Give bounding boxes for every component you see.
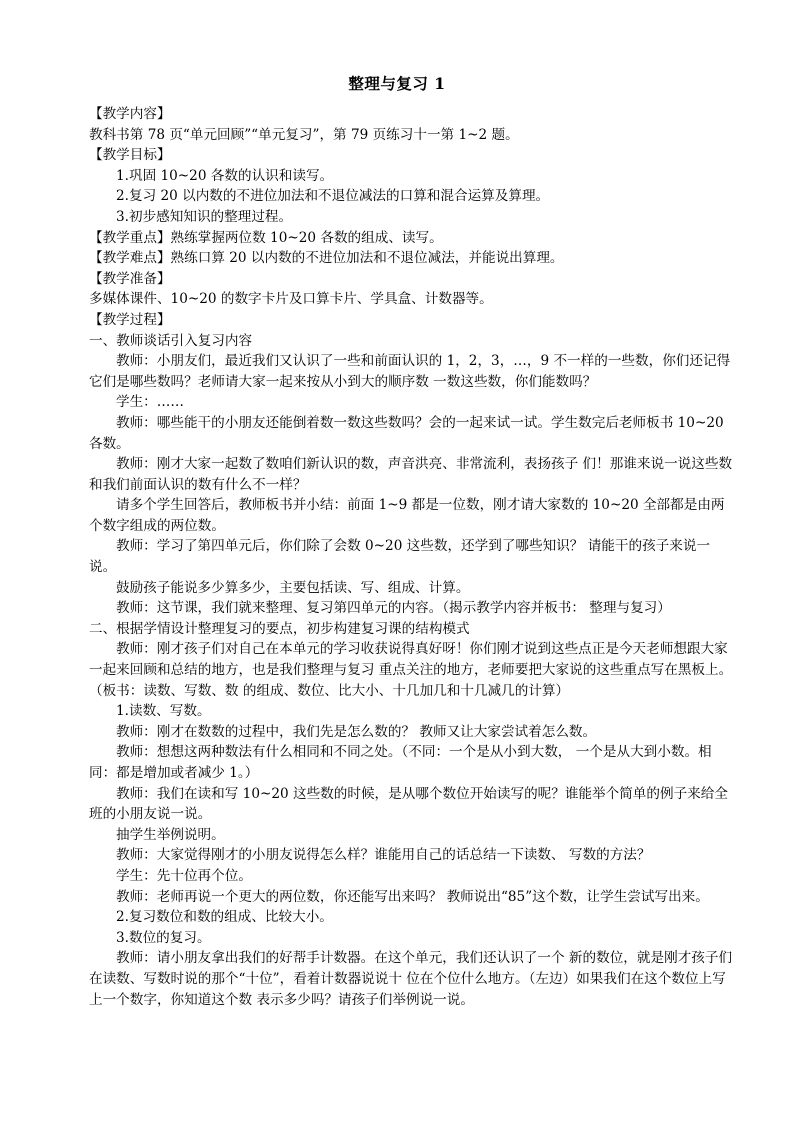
paragraph: 教师：老师再说一个更大的两位数，你还能写出来吗？ 教师说出“85”这个数，让学生尝试写出来。	[116, 888, 709, 905]
paragraph: 教师：请小朋友拿出我们的好帮手计数器。在这个单元，我们还认识了一个 新的数位，就是刚才孩子们在读数、写数时说的那个“十位”，看着计数器说说十 位在个位什么地方。（左边）如果我们在这个数位上写上一个数字，你知道这个数 表示多少吗？请孩子们举例说一说。	[89, 950, 733, 1008]
paragraph: 3.初步感知知识的整理过程。	[116, 208, 293, 225]
paragraph: 教师：学习了第四单元后，你们除了会数 0~20 这些数，还学到了哪些知识？ 请能干的孩子来说一说。	[89, 538, 711, 576]
paragraph: 教科书第 78 页“单元回顾”“单元复习”，第 79 页练习十一第 1~2 题。	[89, 126, 519, 143]
paragraph: 教师：刚才在数数的过程中，我们先是怎么数的？ 教师又让大家尝试着怎么数。	[116, 723, 597, 740]
paragraph: 教师：大家觉得刚才的小朋友说得怎么样？谁能用自己的话总结一下读数、 写数的方法？	[116, 847, 651, 864]
page-title: 整理与复习 1	[348, 74, 446, 93]
paragraph: 教师：这节课，我们就来整理、复习第四单元的内容。（揭示教学内容并板书： 整理与复习）	[116, 600, 671, 617]
heading-difficulties: 【教学难点】熟练口算 20 以内数的不进位加法和不退位减法，并能说出算理。	[89, 250, 564, 267]
paragraph: 教师：我们在读和写 10~20 这些数的时候，是从哪个数位开始读写的呢？谁能举个简单的例子来给全班的小朋友说一说。	[89, 785, 728, 823]
document-body	[89, 104, 735, 1010]
paragraph: 多媒体课件、10~20 的数字卡片及口算卡片、学具盒、计数器等。	[89, 291, 493, 308]
paragraph: 教师：小朋友们，最近我们又认识了一些和前面认识的 1，2，3，…，9 不一样的一些数，你们还记得它们是哪些数吗？老师请大家一起来按从小到大的顺序数 一数这些数，你们能数吗？	[89, 353, 731, 390]
paragraph: 2.复习数位和数的组成、比较大小。	[116, 909, 333, 926]
paragraph: 请多个学生回答后，教师板书并小结：前面 1~9 都是一位数，刚才请大家数的 10~20 全部都是由两个数字组成的两位数。	[89, 497, 725, 534]
paragraph: 3.数位的复习。	[116, 929, 211, 946]
section-heading: 一、教师谈话引入复习内容	[89, 332, 253, 349]
paragraph: 教师：哪些能干的小朋友还能倒着数一数这些数吗？会的一起来试一试。学生数完后老师板书 10~20 各数。	[89, 414, 724, 452]
section-heading: 二、根据学情设计整理复习的要点，初步构建复习课的结构模式	[89, 620, 470, 637]
paragraph: 学生：先十位再个位。	[116, 867, 252, 884]
paragraph: 教师：刚才大家一起数了数咱们新认识的数，声音洪亮、非常流利，表扬孩子 们！那谁来说一说这些数和我们前面认识的数有什么不一样？	[89, 456, 733, 493]
paragraph: 教师：刚才孩子们对自己在本单元的学习收获说得真好呀！你们刚才说到这些点正是今天老师想跟大家一起来回顾和总结的地方，也是我们整理与复习 重点关注的地方，老师要把大家说的这些重点写在黑板上。（板书：读数、写数、数 的组成、数位、比大小、十几加几和十几减几的计算）	[89, 641, 733, 699]
paragraph: 教师：想想这两种数法有什么相同和不同之处。（不同：一个是从小到大数， 一个是从大到小数。相同：都是增加或者减少 1。）	[89, 744, 712, 781]
heading-preparation: 【教学准备】	[89, 270, 171, 287]
heading-teaching-process: 【教学过程】	[89, 311, 171, 328]
paragraph: 学生：……	[116, 394, 184, 411]
paragraph: 鼓励孩子能说多少算多少，主要包括读、写、组成、计算。	[116, 579, 470, 596]
paragraph: 抽学生举例说明。	[116, 826, 225, 843]
paragraph: 2.复习 20 以内数的不进位加法和不退位减法的口算和混合运算及算理。	[116, 188, 550, 205]
heading-key-points: 【教学重点】熟练掌握两位数 10~20 各数的组成、读写。	[89, 229, 443, 246]
paragraph: 1.读数、写数。	[116, 703, 211, 720]
heading-teaching-goals: 【教学目标】	[89, 147, 171, 164]
heading-teaching-content: 【教学内容】	[89, 106, 171, 122]
paragraph: 1.巩固 10~20 各数的认识和读写。	[116, 167, 334, 184]
